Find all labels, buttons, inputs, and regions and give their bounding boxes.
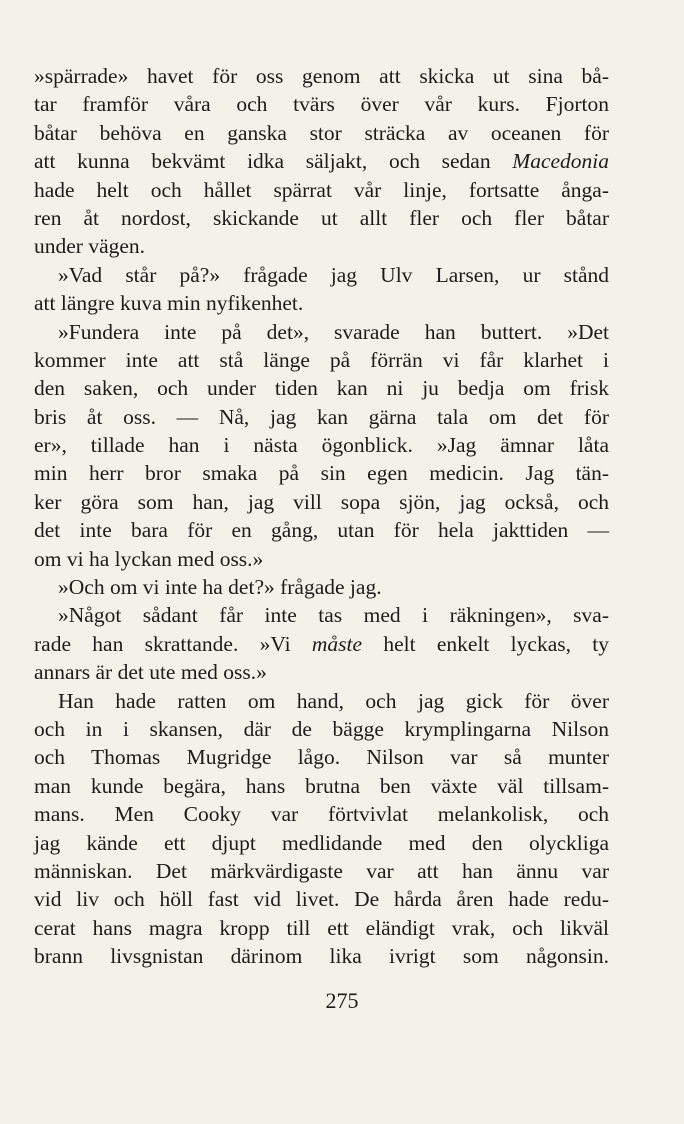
line-text-after: helt enkelt lyckas, ty (362, 631, 609, 656)
text-line (34, 630, 609, 658)
line-text: hade helt och hållet spärrat vår linje, fortsatte ånga- (34, 177, 609, 202)
text-line (34, 687, 609, 715)
text-line (34, 829, 609, 857)
text-line (34, 204, 609, 232)
body-text (34, 62, 609, 971)
page-number: 275 (325, 988, 359, 1013)
text-line (34, 857, 609, 885)
italic-text: Macedonia (512, 149, 609, 174)
line-text: er», tillade han i nästa ögonblick. »Jag ämnar låta (34, 433, 609, 458)
line-text: under vägen. (34, 234, 146, 259)
line-text: »Fundera inte på det», svarade han buttert. »Det (58, 319, 609, 344)
text-line (34, 715, 609, 743)
line-text: cerat hans magra kropp till ett eländigt vrak, och likväl (34, 915, 609, 940)
line-text: min herr bror smaka på sin egen medicin. Jag tän- (34, 461, 609, 486)
line-text: båtar behöva en ganska stor sträcka av oceanen för (34, 120, 609, 145)
line-text: det inte bara för en gång, utan för hela jakttiden — (34, 518, 609, 543)
line-text: att längre kuva min nyfikenhet. (34, 291, 304, 316)
text-line (34, 232, 609, 260)
line-text: Han hade ratten om hand, och jag gick för över (58, 688, 609, 713)
line-text: »Något sådant får inte tas med i räkningen», sva- (58, 603, 609, 628)
text-line (34, 516, 609, 544)
line-text: jag kände ett djupt medlidande med den olyckliga (34, 830, 609, 855)
text-line (34, 176, 609, 204)
text-line (34, 772, 609, 800)
line-text: att kunna bekvämt idka säljakt, och sedan (34, 149, 513, 174)
text-line (34, 942, 609, 970)
line-text: rade han skrattande. »Vi (34, 631, 312, 656)
text-line (34, 573, 609, 601)
line-text: annars är det ute med oss.» (34, 660, 267, 685)
text-line (34, 431, 609, 459)
line-text: och Thomas Mugridge lågo. Nilson var så munter (34, 745, 609, 770)
line-text: ker göra som han, jag vill sopa sjön, jag också, och (34, 489, 609, 514)
line-text: människan. Det märkvärdigaste var att han ännu var (34, 858, 609, 883)
line-text: »Och om vi inte ha det?» frågade jag. (58, 575, 382, 600)
text-line (34, 346, 609, 374)
text-line (34, 261, 609, 289)
text-line (34, 62, 609, 90)
line-text: brann livsgnistan därinom lika ivrigt som någonsin. (34, 944, 609, 969)
line-text: den saken, och under tiden kan ni ju bedja om frisk (34, 376, 609, 401)
line-text: tar framför våra och tvärs över vår kurs. Fjorton (34, 92, 609, 117)
line-text: och in i skansen, där de bägge krymplingarna Nilson (34, 716, 609, 741)
line-text: vid liv och höll fast vid livet. De hårda åren hade redu- (34, 887, 609, 912)
text-line (34, 374, 609, 402)
text-line (34, 743, 609, 771)
text-line (34, 90, 609, 118)
text-line (34, 601, 609, 629)
line-text: mans. Men Cooky var förtvivlat melankolisk, och (34, 802, 609, 827)
text-line (34, 289, 609, 317)
line-text: »spärrade» havet för oss genom att skicka ut sina bå- (34, 64, 609, 88)
italic-text: måste (311, 631, 363, 656)
text-line (34, 459, 609, 487)
line-text: »Vad står på?» frågade jag Ulv Larsen, ur stånd (58, 262, 609, 287)
text-line (34, 800, 609, 828)
text-line (34, 119, 609, 147)
line-text: om vi ha lyckan med oss.» (34, 546, 264, 571)
text-line (34, 914, 609, 942)
line-text: kommer inte att stå länge på förrän vi får klarhet i (34, 347, 609, 372)
text-line (34, 545, 609, 573)
text-line (34, 488, 609, 516)
text-line (34, 885, 609, 913)
line-text: bris åt oss. — Nå, jag kan gärna tala om det för (34, 404, 609, 429)
line-text: man kunde begära, hans brutna ben växte väl tillsam- (34, 773, 609, 798)
line-text: ren åt nordost, skickande ut allt fler och fler båtar (34, 205, 609, 230)
text-line (34, 318, 609, 346)
text-line (34, 147, 609, 175)
text-line (34, 658, 609, 686)
text-line (34, 403, 609, 431)
